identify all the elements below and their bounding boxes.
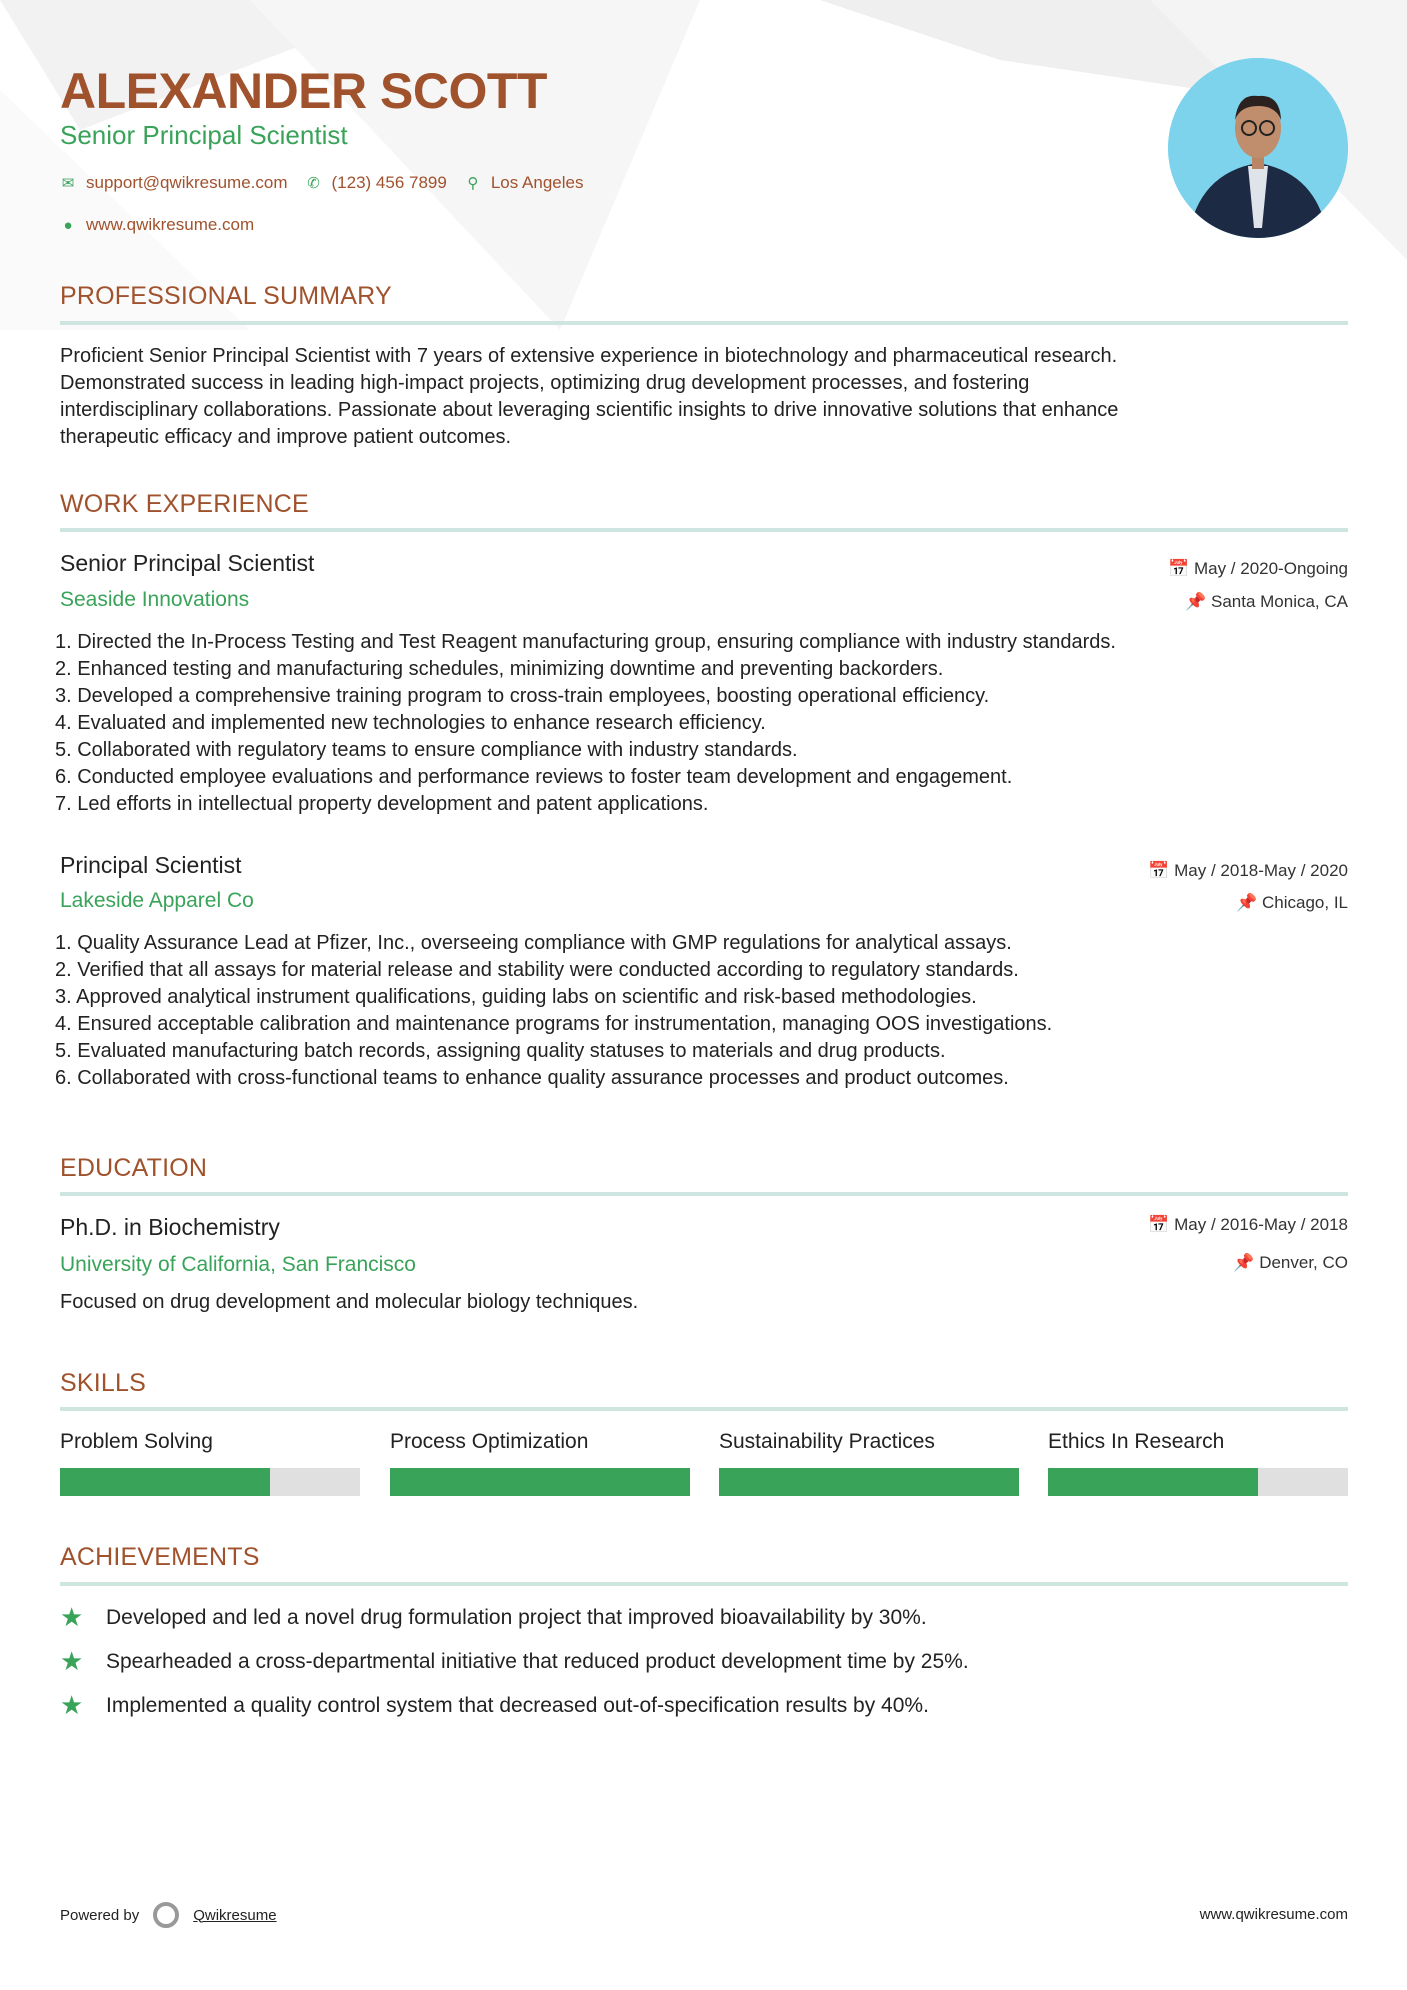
summary-line: Demonstrated success in leading high-impact projects, optimizing drug development processes, and fostering (60, 372, 1030, 394)
divider (60, 1407, 1348, 1411)
bullet: 2. Verified that all assays for material release and stability were conducted according to regulatory standards. (55, 959, 1019, 981)
achievement-item (60, 1690, 929, 1721)
location-pin-icon: ⚲ (467, 175, 479, 192)
job-title: Principal Scientist (60, 852, 242, 878)
job-company: Seaside Innovations (60, 588, 250, 611)
dates-text: May / 2018-May / 2020 (1174, 861, 1348, 880)
dates-text: May / 2016-May / 2018 (1174, 1215, 1348, 1234)
divider (60, 321, 1348, 325)
achievement-text: Developed and led a novel drug formulation project that improved bioavailability by 30%. (106, 1605, 927, 1629)
bullet: 2. Enhanced testing and manufacturing schedules, minimizing downtime and preventing backorders. (55, 658, 944, 680)
skill-item (1048, 1430, 1348, 1496)
skill-bar (719, 1468, 1019, 1496)
divider (60, 1582, 1348, 1586)
footer-powered (60, 1902, 277, 1928)
location-text: Santa Monica, CA (1210, 592, 1348, 611)
candidate-name: ALEXANDER SCOTT (60, 63, 547, 119)
divider (60, 528, 1348, 532)
job-dates (1148, 861, 1348, 881)
email-icon: ✉ (61, 175, 75, 192)
candidate-title: Senior Principal Scientist (60, 120, 348, 150)
summary-heading: PROFESSIONAL SUMMARY (60, 282, 392, 310)
bullet: 1. Directed the In-Process Testing and Test Reagent manufacturing group, ensuring compliance with industry standards. (55, 631, 1116, 653)
skill-bar (60, 1468, 360, 1496)
calendar-icon: 📅 (1148, 861, 1175, 880)
bullet: 5. Collaborated with regulatory teams to ensure compliance with industry standards. (55, 739, 798, 761)
pin-icon: 📌 (1185, 592, 1211, 611)
achievement-text: Spearheaded a cross-departmental initiative that reduced product development time by 25%. (106, 1649, 969, 1673)
bullet: 4. Evaluated and implemented new technologies to enhance research efficiency. (55, 712, 766, 734)
summary-line: therapeutic efficacy and improve patient outcomes. (60, 426, 511, 448)
brand-link[interactable]: Qwikresume (193, 1906, 277, 1924)
star-icon: ★ (60, 1602, 84, 1632)
summary-line: Proficient Senior Principal Scientist with 7 years of extensive experience in biotechnology and pharmaceutical research. (60, 345, 1118, 367)
job-company: Lakeside Apparel Co (60, 889, 254, 912)
job-bullets (55, 629, 1355, 818)
skill-name: Problem Solving (60, 1430, 213, 1453)
star-icon: ★ (60, 1646, 84, 1676)
skill-bar (1048, 1468, 1348, 1496)
skill-name: Sustainability Practices (719, 1430, 935, 1453)
skill-item (719, 1430, 1019, 1496)
skills-heading: SKILLS (60, 1369, 146, 1397)
website-link[interactable]: www.qwikresume.com (86, 215, 255, 234)
divider (60, 1192, 1348, 1196)
bullet: 7. Led efforts in intellectual property development and patent applications. (55, 793, 709, 815)
bullet: 4. Ensured acceptable calibration and maintenance programs for instrumentation, managing OOS investigations. (55, 1013, 1053, 1035)
achievement-text: Implemented a quality control system that decreased out-of-specification results by 40%. (106, 1693, 929, 1717)
location-text: Denver, CO (1259, 1253, 1348, 1272)
phone: (123) 456 7899 (331, 173, 447, 192)
bullet: 3. Approved analytical instrument qualifications, guiding labs on scientific and risk-based methodologies. (55, 986, 977, 1008)
calendar-icon: 📅 (1168, 559, 1194, 578)
location-text: Chicago, IL (1262, 893, 1348, 912)
footer-website[interactable]: www.qwikresume.com (1199, 1906, 1348, 1923)
achievement-item (60, 1602, 927, 1633)
location: Los Angeles (490, 173, 584, 192)
job-location (1185, 592, 1348, 612)
bullet: 3. Developed a comprehensive training program to cross-train employees, boosting operational efficiency. (55, 685, 990, 707)
pin-icon: 📌 (1233, 1253, 1260, 1272)
job-title: Senior Principal Scientist (60, 550, 315, 576)
powered-by-label: Powered by (60, 1906, 140, 1924)
job-dates (1168, 559, 1348, 579)
education-description: Focused on drug development and molecular biology techniques. (60, 1291, 639, 1313)
email-link[interactable]: support@qwikresume.com (86, 173, 288, 192)
skill-name: Ethics In Research (1048, 1430, 1225, 1453)
work-heading: WORK EXPERIENCE (60, 490, 309, 518)
achievement-item (60, 1646, 969, 1677)
bullet: 6. Collaborated with cross-functional teams to enhance quality assurance processes and product outcomes. (55, 1067, 1009, 1089)
job-location (1236, 893, 1348, 913)
contact-row (58, 173, 583, 193)
calendar-icon: 📅 (1148, 1215, 1175, 1234)
summary-text (60, 343, 1350, 451)
profile-photo (1168, 58, 1348, 238)
achievements-heading: ACHIEVEMENTS (60, 1543, 260, 1571)
degree: Ph.D. in Biochemistry (60, 1214, 280, 1240)
bullet: 1. Quality Assurance Lead at Pfizer, Inc., overseeing compliance with GMP regulations for analytical assays. (55, 932, 1012, 954)
skill-bar-fill (390, 1468, 690, 1496)
phone-icon: ✆ (307, 175, 320, 192)
skill-bar-fill (60, 1468, 270, 1496)
bullet: 6. Conducted employee evaluations and performance reviews to foster team development and engagement. (55, 766, 1013, 788)
globe-icon: ● (63, 216, 73, 234)
education-heading: EDUCATION (60, 1154, 208, 1182)
dates-text: May / 2020-Ongoing (1193, 559, 1348, 578)
school: University of California, San Francisco (60, 1253, 416, 1276)
summary-line: interdisciplinary collaborations. Passionate about leveraging scientific insights to drive innovative solutions that enhance (60, 399, 1119, 421)
skill-item (390, 1430, 690, 1496)
education-dates (1148, 1215, 1348, 1235)
website-row (58, 215, 254, 235)
qwikresume-logo-icon (153, 1902, 179, 1928)
skill-bar (390, 1468, 690, 1496)
skill-item (60, 1430, 360, 1496)
bullet: 5. Evaluated manufacturing batch records, assigning quality statuses to materials and drug products. (55, 1040, 946, 1062)
pin-icon: 📌 (1236, 893, 1262, 912)
education-location (1233, 1253, 1348, 1273)
skill-bar-fill (719, 1468, 1019, 1496)
star-icon: ★ (60, 1690, 84, 1720)
skill-name: Process Optimization (390, 1430, 589, 1453)
job-bullets (55, 930, 1355, 1092)
skill-bar-fill (1048, 1468, 1258, 1496)
